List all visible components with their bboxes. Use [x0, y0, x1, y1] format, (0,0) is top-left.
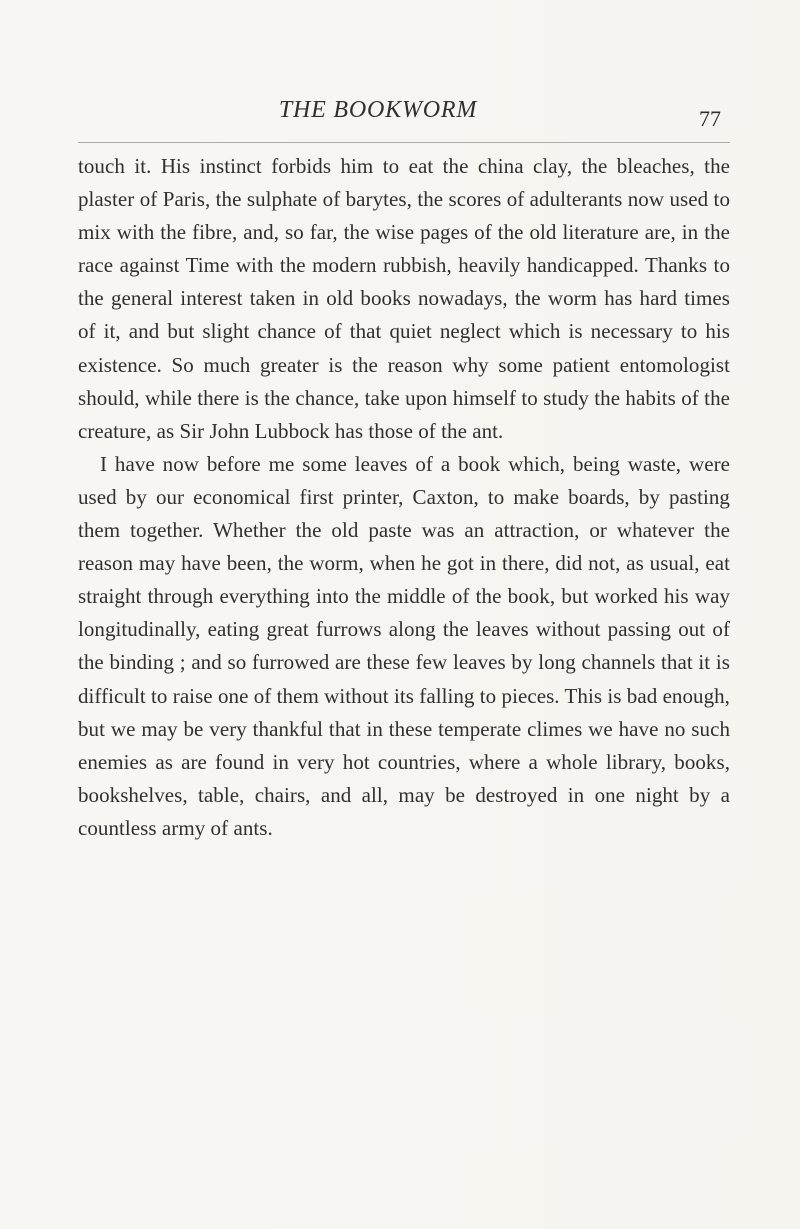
paragraph-1: touch it. His instinct forbids him to eat the china clay, the bleaches, the plaster of Paris, the sulphate of barytes, the scores of adulterants now used to mix with the fibre, and, so far, the wise pages of the old literature are, in the race against Time with the modern rubbish, heavily handicapped. Thanks to the general interest taken in old books nowadays, the worm has hard times of it, and but slight chance of that quiet neglect which is necessary to his existence. So much greater is the reason why some patient entomologist should, while there is the chance, take upon himself to study the habits of the creature, as Sir John Lubbock has those of the ant. [78, 154, 730, 443]
running-title: THE BOOKWORM [278, 97, 478, 123]
paragraph-2: I have now before me some leaves of a book which, being waste, were used by our economical first printer, Caxton, to make boards, by pasting them together. Whether the old paste was an attraction, or whatever the reason may have been, the worm, when he got in there, did not, as usual, eat straight through everything into the middle of the book, but worked his way longitudinally, eating great furrows along the leaves without passing out of the binding ; and so furrowed are these few leaves by long channels that it is difficult to raise one of them without its falling to pieces. This is bad enough, but we may be very thankful that in these temperate climes we have no such enemies as are found in very hot countries, where a whole library, books, bookshelves, table, chairs, and all, may be destroyed in one night by a countless army of ants. [78, 451, 730, 840]
page-number: 77 [699, 106, 721, 131]
page-header [0, 98, 800, 138]
header-rule [78, 142, 730, 143]
page-body [78, 150, 730, 845]
